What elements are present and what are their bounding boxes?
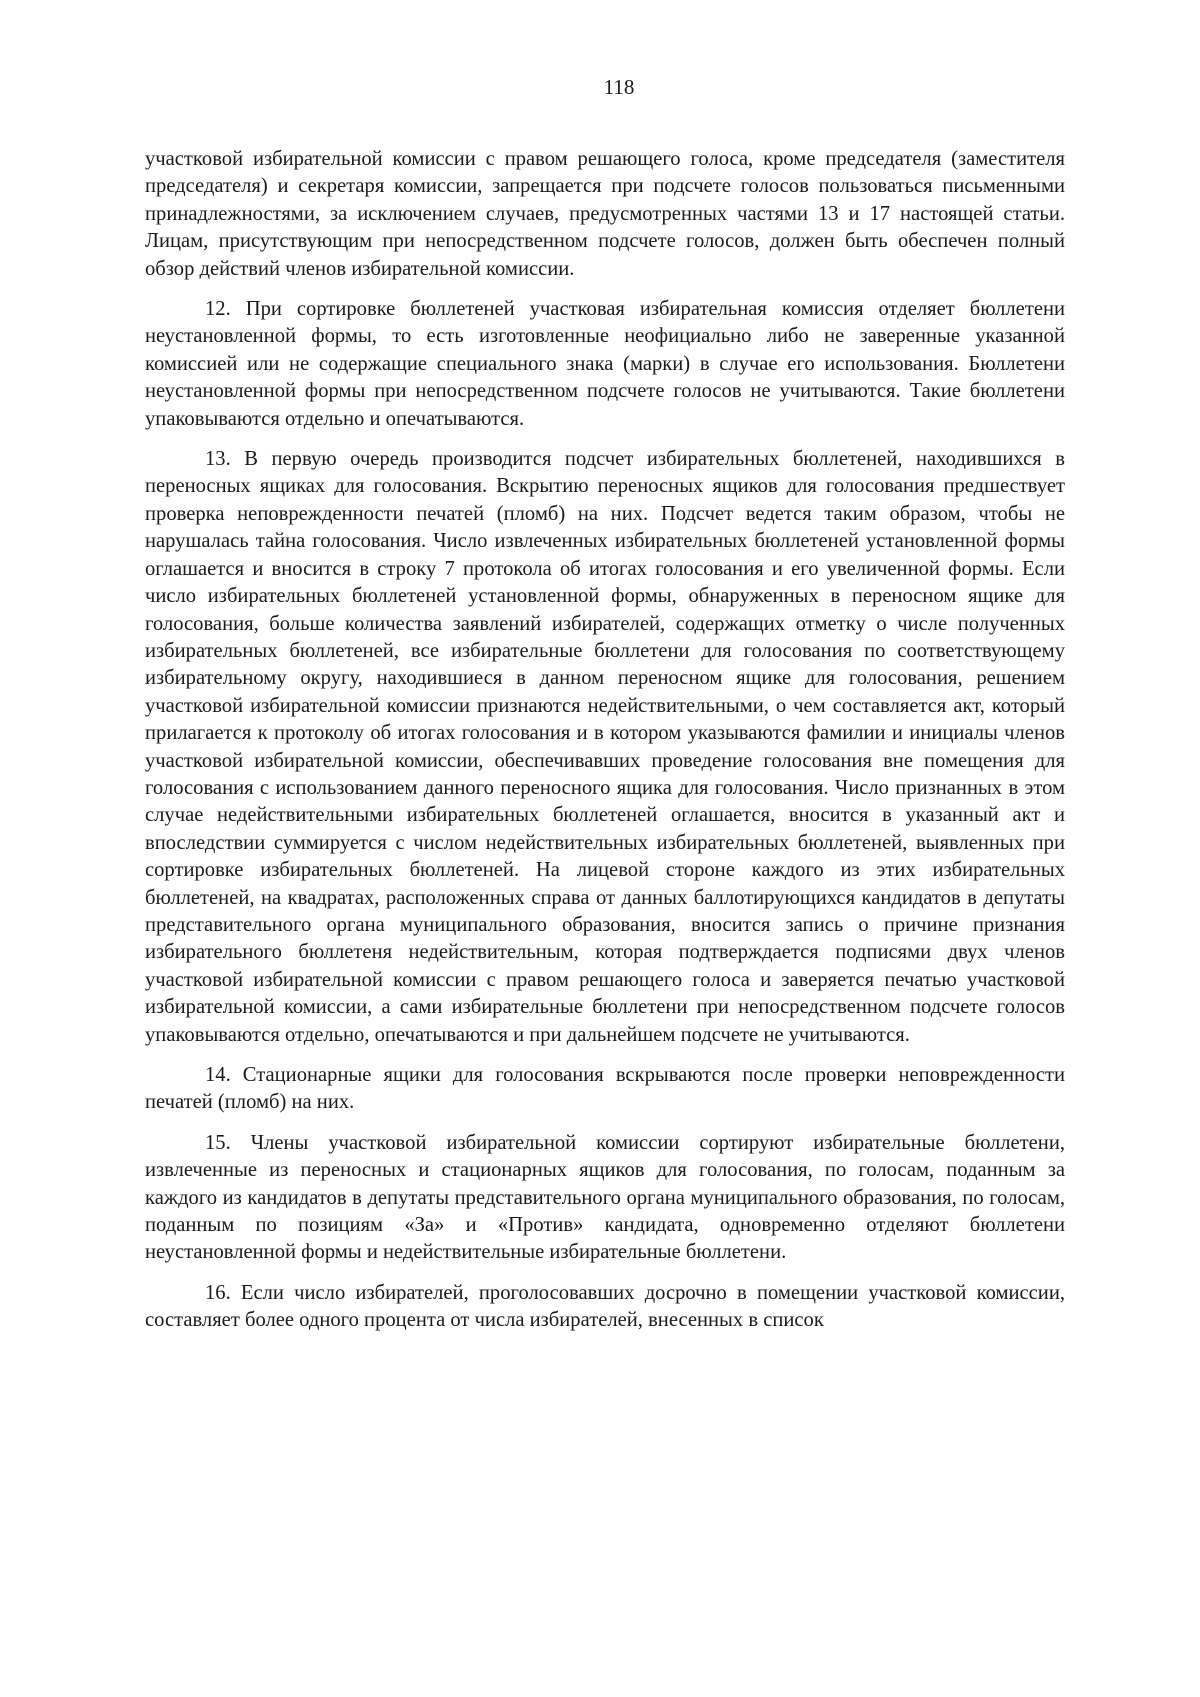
paragraph-continuation: участковой избирательной комиссии с правом решающего голоса, кроме председателя (заместителя председателя) и секретаря комиссии, запрещается при подсчете голосов пользоваться письменными принадлежностями, за исключением случаев, предусмотренных частями 13 и 17 настоящей статьи. Лицам, присутствующим при непосредственном подсчете голосов, должен быть обеспечен полный обзор действий членов избирательной комиссии. [145, 148, 1065, 280]
paragraph-13: 13. В первую очередь производится подсчет избирательных бюллетеней, находившихся в переносных ящиках для голосования. Вскрытию переносных ящиков для голосования предшествует проверка неповрежденности печатей (пломб) на них. Подсчет ведется таким образом, чтобы не нарушалась тайна голосования. Число извлеченных избирательных бюллетеней установленной формы оглашается и вносится в строку 7 протокола об итогах голосования и его увеличенной формы. Если число избирательных бюллетеней установленной формы, обнаруженных в переносном ящике для голосования, больше количества заявлений избирателей, содержащих отметку о числе полученных избирательных бюллетеней, все избирательные бюллетени для голосования по соответствующему избирательному округу, находившиеся в данном переносном ящике для голосования, решением участковой избирательной комиссии признаются недействительными, о чем составляется акт, который прилагается к протоколу об итогах голосования и в котором указываются фамилии и инициалы членов участковой избирательной комиссии, обеспечивавших проведение голосования вне помещения для голосования с использованием данного переносного ящика для голосования. Число признанных в этом случае недействительными избирательных бюллетеней оглашается, вносится в указанный акт и впоследствии суммируется с числом недействительных избирательных бюллетеней, выявленных при сортировке избирательных бюллетеней. На лицевой стороне каждого из этих избирательных бюллетеней, на квадратах, расположенных справа от данных баллотирующихся кандидатов в депутаты представительного органа муниципального образования, вносится запись о причине признания избирательного бюллетеня недействительным, которая подтверждается подписями двух членов участковой избирательной комиссии с правом решающего голоса и заверяется печатью участковой избирательной комиссии, а сами избирательные бюллетени при непосредственном подсчете голосов упаковываются отдельно, опечатываются и при дальнейшем подсчете не учитываются. [145, 448, 1065, 1046]
page-number: 118 [603, 75, 635, 99]
document-body [145, 146, 1065, 1348]
paragraph-15: 15. Члены участковой избирательной комиссии сортируют избирательные бюллетени, извлеченные из переносных и стационарных ящиков для голосования, по голосам, поданным за каждого из кандидатов в депутаты представительного органа муниципального образования, по голосам, поданным по позициям «За» и «Против» кандидата, одновременно отделяют бюллетени неустановленной формы и недействительные избирательные бюллетени. [145, 1131, 1065, 1264]
paragraph-12: 12. При сортировке бюллетеней участковая избирательная комиссия отделяет бюллетени неустановленной формы, то есть изготовленные неофициально либо не заверенные указанной комиссией или не содержащие специального знака (марки) в случае его использования. Бюллетени неустановленной формы при непосредственном подсчете голосов не учитываются. Такие бюллетени упаковываются отдельно и опечатываются. [145, 298, 1065, 430]
paragraph-16: 16. Если число избирателей, проголосовавших досрочно в помещении участковой комиссии, составляет более одного процента от числа избирателей, внесенных в список [145, 1281, 1065, 1332]
paragraph-14: 14. Стационарные ящики для голосования вскрываются после проверки неповрежденности печатей (пломб) на них. [145, 1064, 1065, 1114]
